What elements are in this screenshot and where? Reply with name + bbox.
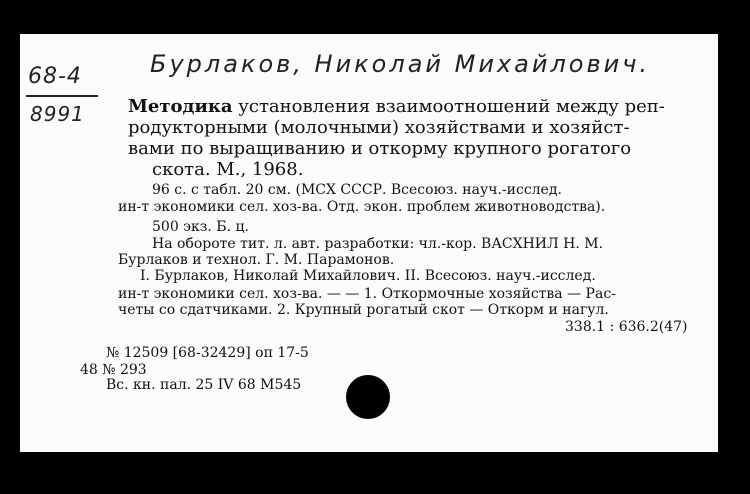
punch-hole (346, 375, 390, 419)
title-bold: Методика (128, 96, 233, 117)
desc-line-1: 96 с. с табл. 20 см. (МСХ СССР. Всесоюз. науч.-исслед. (152, 182, 562, 198)
call-number-divider (26, 95, 98, 97)
call-number-bottom: 8991 (30, 102, 85, 126)
footer-line-2: 48 № 293 (80, 362, 147, 378)
classification: 338.1 : 636.2(47) (565, 319, 688, 335)
desc-line-2: ин-т экономики сел. хоз-ва. Отд. экон. проблем животноводства). (118, 199, 606, 215)
title-line-2: родукторными (молочными) хозяйствами и хозяйст- (128, 117, 630, 138)
title-line-4: скота. М., 1968. (152, 159, 304, 180)
title-line-3: вами по выращиванию и откорму крупного рогатого (128, 138, 632, 159)
desc-line-6: I. Бурлаков, Николай Михайлович. II. Всесоюз. науч.-исслед. (140, 268, 596, 284)
desc-line-3: 500 экз. Б. ц. (152, 219, 249, 235)
title-line-1 (128, 97, 665, 117)
desc-line-4: На обороте тит. л. авт. разработки: чл.-кор. ВАСХНИЛ Н. М. (152, 236, 604, 252)
footer-line-3: Вс. кн. пал. 25 IV 68 М545 (106, 377, 302, 393)
handwritten-author: Бурлаков, Николай Михайлович. (150, 50, 651, 78)
title-text-1: установления взаимоотношений между реп- (238, 96, 665, 117)
desc-line-5: Бурлаков и технол. Г. М. Парамонов. (118, 252, 395, 268)
desc-line-8: четы со сдатчиками. 2. Крупный рогатый скот — Откорм и нагул. (118, 302, 609, 318)
footer-line-1: № 12509 [68-32429] оп 17-5 (106, 345, 309, 361)
call-number-top: 68-4 (28, 64, 82, 89)
desc-line-7: ин-т экономики сел. хоз-ва. — — 1. Откормочные хозяйства — Рас- (118, 286, 616, 302)
